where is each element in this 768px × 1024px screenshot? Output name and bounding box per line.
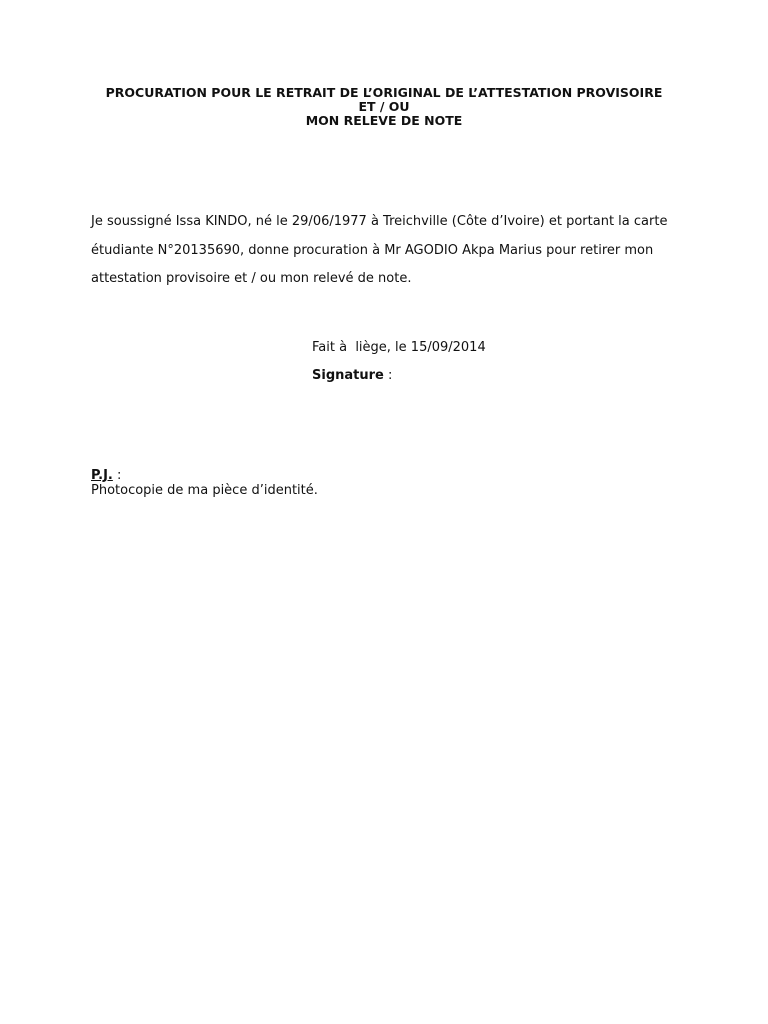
attachments-label: P.J. bbox=[91, 468, 113, 483]
title-line-1: PROCURATION POUR LE RETRAIT DE L’ORIGINAL DE L’ATTESTATION PROVISOIRE bbox=[105, 85, 663, 100]
attachment-item: Photocopie de ma pièce d’identité. bbox=[91, 483, 318, 498]
attachments-colon: : bbox=[112, 468, 122, 483]
attachments-section bbox=[91, 468, 318, 498]
title-line-3: MON RELEVE DE NOTE bbox=[305, 113, 463, 128]
title-line-2: ET / OU bbox=[358, 99, 410, 114]
signature-line bbox=[312, 368, 392, 383]
body-line-1: Je soussigné Issa KINDO, né le 29/06/1977 à Treichville (Côte d’Ivoire) et portant la carte bbox=[91, 214, 668, 229]
body-paragraph bbox=[91, 208, 691, 294]
place-date: Fait à liège, le 15/09/2014 bbox=[312, 340, 486, 355]
body-line-3: attestation provisoire et / ou mon relevé de note. bbox=[91, 271, 412, 286]
signature-colon: : bbox=[383, 368, 393, 383]
attachments-heading bbox=[91, 468, 318, 483]
signature-label: Signature bbox=[312, 368, 384, 383]
document-title bbox=[0, 86, 768, 128]
body-line-2: étudiante N°20135690, donne procuration à Mr AGODIO Akpa Marius pour retirer mon bbox=[91, 242, 654, 258]
